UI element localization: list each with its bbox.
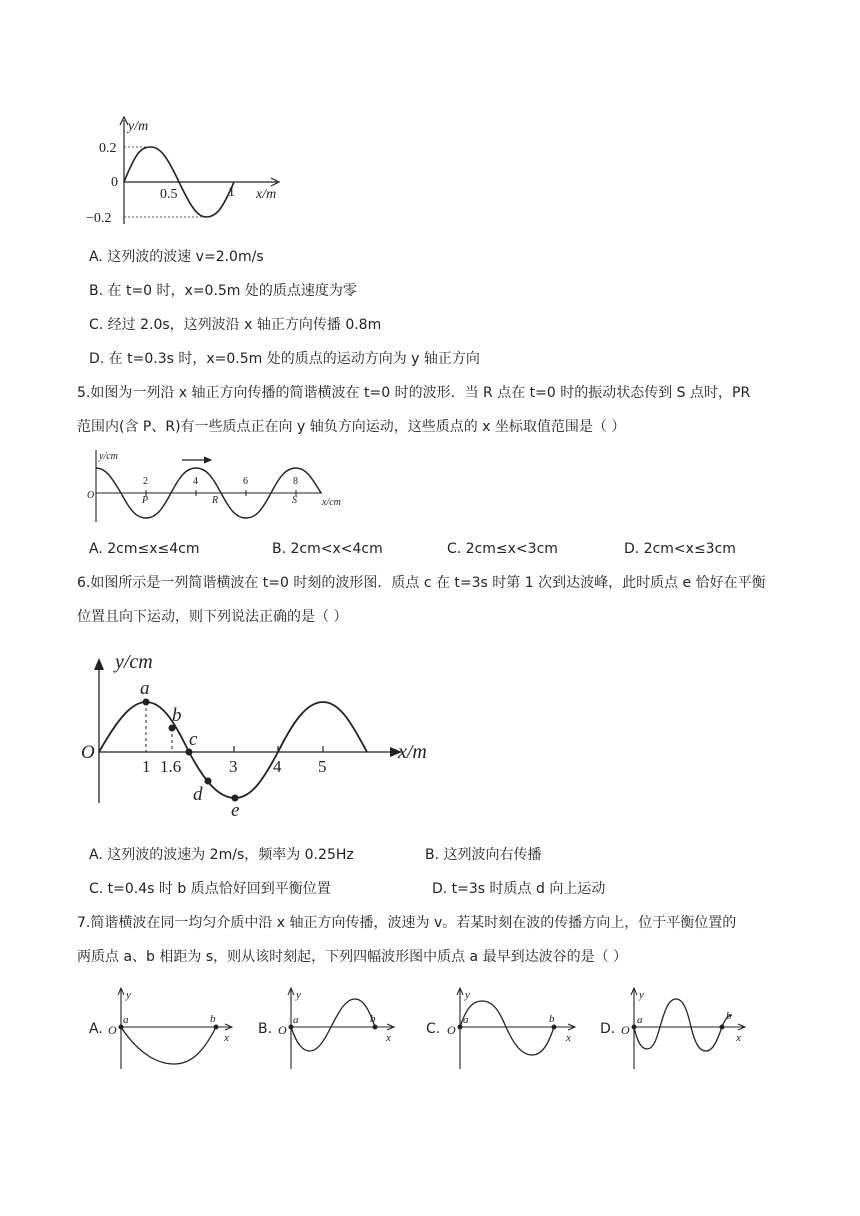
q5-origin: O — [87, 490, 95, 501]
q6-option-b: B. 这列波向右传播 — [425, 847, 542, 863]
svg-text:y: y — [465, 989, 470, 1001]
q7-choice-b-graph — [275, 985, 405, 1075]
q5-point-s: S — [292, 495, 297, 506]
svg-text:y: y — [126, 989, 131, 1001]
svg-text:y: y — [639, 989, 644, 1001]
q7-choice-a-graph — [104, 985, 244, 1075]
q6-tick-4: 4 — [273, 757, 282, 776]
q5-point-p: P — [142, 495, 149, 506]
q5-tick-4: 4 — [193, 476, 198, 487]
q6-label-a: a — [140, 678, 150, 699]
svg-text:b: b — [370, 1013, 376, 1025]
q6-origin: O — [81, 742, 95, 763]
svg-text:y: y — [296, 989, 301, 1001]
q4-x-half: 0.5 — [160, 187, 178, 202]
q4-y-top: 0.2 — [99, 141, 117, 156]
q4-y-bottom: −0.2 — [86, 211, 112, 226]
q4-x-one: 1 — [228, 185, 235, 200]
q5-tick-2: 2 — [143, 476, 148, 487]
svg-text:a: a — [293, 1014, 299, 1026]
q6-ylabel: y/cm — [115, 651, 153, 673]
q7-stem-line2: 两质点 a、b 相距为 s，则从该时刻起，下列四幅波形图中质点 a 最早到达波谷的是（ ） — [77, 949, 628, 965]
svg-text:b: b — [549, 1013, 555, 1025]
q6-label-b: b — [172, 705, 182, 726]
q4-option-b: B. 在 t=0 时，x=0.5m 处的质点速度为零 — [89, 283, 357, 299]
q5-stem-line1: 5.如图为一列沿 x 轴正方向传播的简谐横波在 t=0 时的波形．当 R 点在 t=0 时的振动状态传到 S 点时，PR — [77, 385, 751, 401]
q5-wave-graph — [84, 448, 354, 528]
q6-wave-curve — [99, 702, 367, 798]
q4-y-zero: 0 — [111, 175, 118, 190]
svg-text:x: x — [736, 1032, 741, 1044]
q4-option-d: D. 在 t=0.3s 时，x=0.5m 处的质点的运动方向为 y 轴正方向 — [89, 351, 480, 367]
q4-ylabel: y/m — [128, 119, 149, 134]
q6-point-d-dot — [205, 778, 212, 785]
q7-choice-d-label: D. — [600, 1021, 616, 1037]
q4-option-a: A. 这列波的波速 v=2.0m/s — [89, 249, 264, 265]
q6-label-d: d — [193, 784, 203, 805]
q7-c-wave — [460, 1001, 554, 1055]
q5-option-b: B. 2cm<x<4cm — [272, 541, 383, 557]
svg-text:O: O — [108, 1023, 117, 1037]
q5-option-c: C. 2cm≤x<3cm — [447, 541, 558, 557]
svg-text:x: x — [224, 1032, 229, 1044]
svg-text:O: O — [278, 1023, 287, 1037]
q6-tick-3: 3 — [229, 757, 238, 776]
q5-option-d: D. 2cm<x≤3cm — [624, 541, 736, 557]
q6-option-d: D. t=3s 时质点 d 向上运动 — [432, 881, 606, 897]
q7-b-wave — [291, 999, 375, 1051]
q6-label-c: c — [189, 729, 198, 750]
q6-stem-line1: 6.如图所示是一列简谐横波在 t=0 时刻的波形图．质点 c 在 t=3s 时第 1 次到达波峰，此时质点 e 恰好在平衡 — [77, 575, 766, 591]
q5-ylabel: y/cm — [99, 451, 118, 462]
q6-option-c: C. t=0.4s 时 b 质点恰好回到平衡位置 — [89, 881, 331, 897]
q5-point-r: R — [212, 495, 219, 506]
q6-point-a-dot — [143, 699, 150, 706]
q6-xlabel: x/m — [398, 741, 427, 763]
svg-text:b: b — [726, 1010, 732, 1022]
q6-tick-16: 1.6 — [160, 757, 182, 776]
svg-text:a: a — [637, 1014, 643, 1026]
q7-choice-a-label: A. — [89, 1021, 103, 1037]
q7-choice-d-graph — [618, 985, 758, 1075]
svg-text:b: b — [210, 1013, 216, 1025]
svg-text:x: x — [566, 1032, 571, 1044]
q6-wave-graph — [80, 648, 440, 818]
q6-option-a: A. 这列波的波速为 2m/s，频率为 0.25Hz — [89, 847, 354, 863]
svg-text:a: a — [123, 1014, 129, 1026]
q5-tick-8: 8 — [293, 476, 298, 487]
q5-tick-6: 6 — [243, 476, 248, 487]
q5-xlabel: x/cm — [322, 497, 341, 508]
q4-xlabel: x/m — [256, 187, 277, 202]
q7-choice-b-label: B. — [258, 1021, 273, 1037]
q7-a-wave — [121, 1027, 216, 1064]
q5-option-a: A. 2cm≤x≤4cm — [89, 541, 200, 557]
q6-stem-line2: 位置且向下运动，则下列说法正确的是（ ） — [77, 609, 348, 625]
q6-label-e: e — [231, 800, 240, 818]
svg-text:O: O — [621, 1023, 630, 1037]
q7-stem-line1: 7.简谐横波在同一均匀介质中沿 x 轴正方向传播，波速为 v。若某时刻在波的传播方向上，位于平衡位置的 — [77, 915, 737, 931]
q4-option-c: C. 经过 2.0s，这列波沿 x 轴正方向传播 0.8m — [89, 317, 382, 333]
svg-text:x: x — [386, 1032, 391, 1044]
svg-text:O: O — [447, 1023, 456, 1037]
q7-choice-c-label: C. — [426, 1021, 441, 1037]
q5-stem-line2: 范围内(含 P、R)有一些质点正在向 y 轴负方向运动，这些质点的 x 坐标取值范围是（ ） — [77, 419, 626, 435]
q7-choice-c-graph — [444, 985, 584, 1075]
q4-wave-graph — [84, 112, 314, 230]
q7-d-wave — [634, 999, 732, 1051]
q6-tick-1: 1 — [142, 757, 151, 776]
q6-tick-5: 5 — [318, 757, 327, 776]
svg-text:a: a — [463, 1014, 469, 1026]
